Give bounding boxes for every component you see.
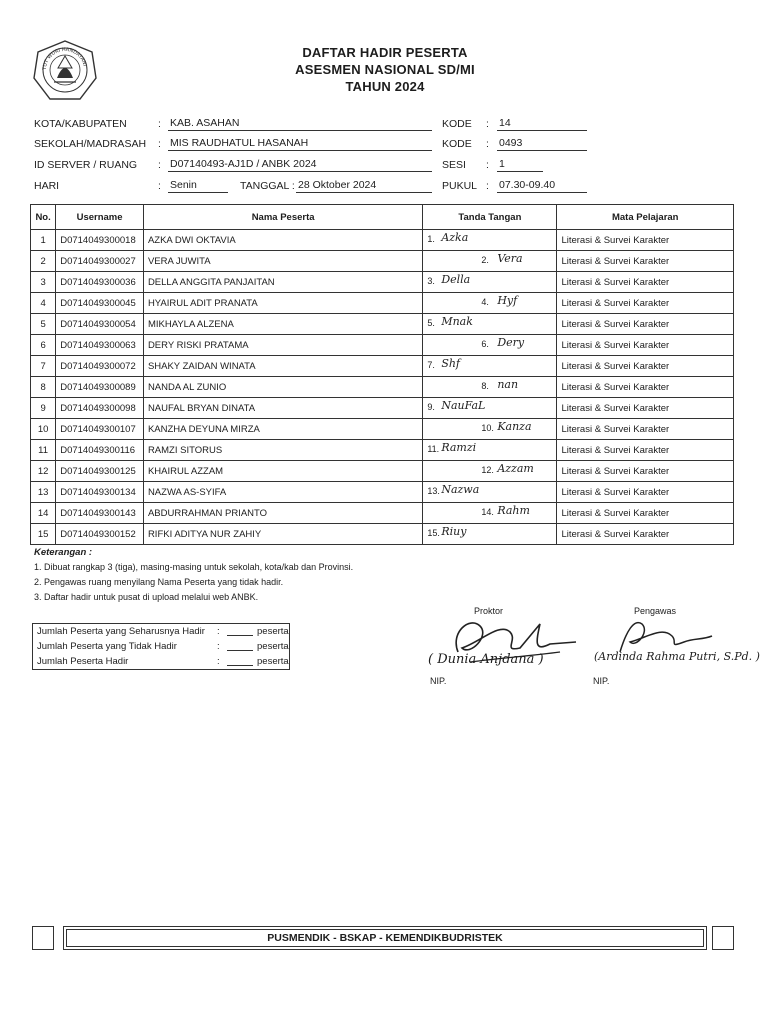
- colon: :: [158, 159, 161, 171]
- signature-number: 12.: [481, 465, 494, 475]
- signature-number: 11.: [427, 444, 440, 454]
- row-username: D0714049300143: [56, 503, 144, 524]
- signature-scribble: Hyf: [497, 294, 518, 307]
- row-username: D0714049300063: [56, 335, 144, 356]
- colon: :: [486, 180, 489, 192]
- title-line-1: DAFTAR HADIR PESERTA: [302, 45, 468, 60]
- table-row: [31, 377, 734, 398]
- pengawas-nip-label: NIP.: [593, 676, 610, 686]
- pengawas-name: (Ardinda Rahma Putri, S.Pd. ): [594, 650, 760, 663]
- row-number: 9: [31, 398, 56, 419]
- info-row-server: [34, 157, 594, 173]
- kode2-label: KODE: [442, 138, 472, 150]
- title-line-2: ASESMEN NASIONAL SD/MI: [295, 62, 475, 77]
- row-tanda-tangan: [423, 524, 557, 545]
- row-nama-peserta: RIFKI ADITYA NUR ZAHIY: [143, 524, 422, 545]
- row-username: D0714049300036: [56, 272, 144, 293]
- row-mata-pelajaran: Literasi & Survei Karakter: [557, 482, 734, 503]
- summary-unit: peserta: [257, 656, 289, 667]
- row-username: D0714049300054: [56, 314, 144, 335]
- row-number: 13: [31, 482, 56, 503]
- pengawas-label: Pengawas: [634, 606, 677, 616]
- info-row-hari: [34, 178, 594, 194]
- kode1-label: KODE: [442, 118, 472, 130]
- row-username: D0714049300107: [56, 419, 144, 440]
- hari-label: HARI: [34, 180, 60, 192]
- row-nama-peserta: DERY RISKI PRATAMA: [143, 335, 422, 356]
- tanggal-value: 28 Oktober 2024: [296, 178, 432, 193]
- row-mata-pelajaran: Literasi & Survei Karakter: [557, 377, 734, 398]
- title-line-3: TAHUN 2024: [345, 79, 425, 94]
- summary-unit: peserta: [257, 626, 289, 637]
- signature-scribble: Dery: [497, 336, 525, 349]
- row-nama-peserta: MIKHAYLA ALZENA: [143, 314, 422, 335]
- summary-label: Jumlah Peserta Hadir: [37, 656, 129, 667]
- row-mata-pelajaran: Literasi & Survei Karakter: [557, 440, 734, 461]
- signature-scribble: Nazwa: [441, 483, 480, 496]
- table-row: [31, 314, 734, 335]
- row-username: D0714049300072: [56, 356, 144, 377]
- row-number: 6: [31, 335, 56, 356]
- summary-row: [33, 654, 289, 669]
- sesi-label: SESI: [442, 159, 466, 171]
- summary-row: [33, 639, 289, 654]
- note-item: 2. Pengawas ruang menyilang Nama Peserta yang tidak hadir.: [34, 577, 284, 587]
- note-item: 3. Daftar hadir untuk pusat di upload melalui web ANBK.: [34, 592, 259, 602]
- signature-scribble: nan: [497, 378, 519, 391]
- proktor-name: ( Dunia Anjdana ): [428, 652, 544, 667]
- signature-scribble: Azka: [441, 231, 469, 244]
- signature-number: 1.: [427, 234, 435, 244]
- row-nama-peserta: NANDA AL ZUNIO: [143, 377, 422, 398]
- signature-scribble: Ramzi: [441, 441, 477, 454]
- table-row: [31, 440, 734, 461]
- row-number: 11: [31, 440, 56, 461]
- table-row: [31, 335, 734, 356]
- table-row: [31, 398, 734, 419]
- table-row: [31, 251, 734, 272]
- row-nama-peserta: NAUFAL BRYAN DINATA: [143, 398, 422, 419]
- document-title: [200, 44, 570, 95]
- row-mata-pelajaran: Literasi & Survei Karakter: [557, 293, 734, 314]
- signature-scribble: Della: [441, 273, 471, 286]
- signature-number: 3.: [427, 276, 435, 286]
- header-no: No.: [31, 205, 56, 230]
- summary-blank: [227, 635, 253, 636]
- colon: :: [158, 118, 161, 130]
- row-nama-peserta: HYAIRUL ADIT PRANATA: [143, 293, 422, 314]
- signature-number: 2.: [481, 255, 489, 265]
- summary-blank: [227, 665, 253, 666]
- signature-scribble: Kanza: [497, 420, 532, 433]
- table-row: [31, 503, 734, 524]
- table-row: [31, 419, 734, 440]
- header-mata-pelajaran: Mata Pelajaran: [557, 205, 734, 230]
- row-username: D0714049300018: [56, 230, 144, 251]
- attendance-table: [30, 204, 734, 545]
- note-item: 1. Dibuat rangkap 3 (tiga), masing-masing untuk sekolah, kota/kab dan Provinsi.: [34, 562, 354, 572]
- signature-scribble: Mnak: [441, 315, 473, 328]
- row-nama-peserta: DELLA ANGGITA PANJAITAN: [143, 272, 422, 293]
- table-body: [31, 230, 734, 545]
- row-nama-peserta: VERA JUWITA: [143, 251, 422, 272]
- row-username: D0714049300152: [56, 524, 144, 545]
- row-tanda-tangan: [423, 356, 557, 377]
- tut-wuri-handayani-logo: [30, 38, 100, 104]
- table-header-row: [31, 205, 734, 230]
- row-number: 1: [31, 230, 56, 251]
- row-number: 10: [31, 419, 56, 440]
- table-row: [31, 461, 734, 482]
- summary-row: [33, 624, 289, 639]
- row-mata-pelajaran: Literasi & Survei Karakter: [557, 461, 734, 482]
- sesi-value: 1: [497, 157, 543, 172]
- table-row: [31, 272, 734, 293]
- row-nama-peserta: KHAIRUL AZZAM: [143, 461, 422, 482]
- colon: :: [486, 138, 489, 150]
- logo-ring-text: TUT WURI HANDAYANI: [41, 46, 88, 71]
- header-tanda-tangan: Tanda Tangan: [423, 205, 557, 230]
- footer-left-box: [32, 926, 54, 950]
- colon: :: [158, 138, 161, 150]
- notes-section: [34, 545, 353, 605]
- row-tanda-tangan: [423, 461, 557, 482]
- row-number: 4: [31, 293, 56, 314]
- kota-value: KAB. ASAHAN: [168, 116, 432, 131]
- row-mata-pelajaran: Literasi & Survei Karakter: [557, 419, 734, 440]
- colon: :: [217, 626, 220, 637]
- table-row: [31, 524, 734, 545]
- signature-number: 6.: [481, 339, 489, 349]
- summary-unit: peserta: [257, 641, 289, 652]
- row-tanda-tangan: [423, 419, 557, 440]
- kode2-value: 0493: [497, 136, 587, 151]
- sekolah-value: MIS RAUDHATUL HASANAH: [168, 136, 432, 151]
- row-tanda-tangan: [423, 272, 557, 293]
- row-tanda-tangan: [423, 230, 557, 251]
- row-username: D0714049300045: [56, 293, 144, 314]
- row-mata-pelajaran: Literasi & Survei Karakter: [557, 335, 734, 356]
- row-username: D0714049300134: [56, 482, 144, 503]
- header-nama: Nama Peserta: [143, 205, 422, 230]
- row-tanda-tangan: [423, 314, 557, 335]
- row-mata-pelajaran: Literasi & Survei Karakter: [557, 503, 734, 524]
- row-tanda-tangan: [423, 482, 557, 503]
- signature-number: 9.: [427, 402, 435, 412]
- signature-scribble: NauFaL: [441, 399, 486, 412]
- row-number: 14: [31, 503, 56, 524]
- row-tanda-tangan: [423, 293, 557, 314]
- row-tanda-tangan: [423, 503, 557, 524]
- notes-title: Keterangan :: [34, 547, 93, 558]
- server-label: ID SERVER / RUANG: [34, 159, 138, 171]
- signature-scribble: Azzam: [497, 462, 534, 475]
- signature-number: 14.: [481, 507, 494, 517]
- summary-label: Jumlah Peserta yang Seharusnya Hadir: [37, 626, 205, 637]
- footer-text: PUSMENDIK - BSKAP - KEMENDIKBUDRISTEK: [66, 929, 704, 947]
- colon: :: [486, 118, 489, 130]
- table-row: [31, 482, 734, 503]
- colon: :: [217, 656, 220, 667]
- signature-scribble: Vera: [497, 252, 523, 265]
- hari-value: Senin: [168, 178, 228, 193]
- signature-number: 15.: [427, 528, 440, 538]
- server-value: D07140493-AJ1D / ANBK 2024: [168, 157, 432, 172]
- row-username: D0714049300116: [56, 440, 144, 461]
- signature-number: 5.: [427, 318, 435, 328]
- signature-number: 13.: [427, 486, 440, 496]
- proktor-nip-label: NIP.: [430, 676, 447, 686]
- row-tanda-tangan: [423, 398, 557, 419]
- colon: :: [486, 159, 489, 171]
- row-tanda-tangan: [423, 251, 557, 272]
- row-mata-pelajaran: Literasi & Survei Karakter: [557, 272, 734, 293]
- table-row: [31, 356, 734, 377]
- row-number: 15: [31, 524, 56, 545]
- row-mata-pelajaran: Literasi & Survei Karakter: [557, 398, 734, 419]
- row-number: 2: [31, 251, 56, 272]
- row-number: 8: [31, 377, 56, 398]
- pukul-value: 07.30-09.40: [497, 178, 587, 193]
- info-row-sekolah: [34, 136, 594, 152]
- row-number: 12: [31, 461, 56, 482]
- signature-number: 4.: [481, 297, 489, 307]
- row-tanda-tangan: [423, 335, 557, 356]
- signature-scribble: Riuy: [441, 525, 467, 538]
- row-nama-peserta: ABDURRAHMAN PRIANTO: [143, 503, 422, 524]
- row-nama-peserta: AZKA DWI OKTAVIA: [143, 230, 422, 251]
- signature-scribble: Shf: [441, 357, 461, 370]
- signature-number: 7.: [427, 360, 435, 370]
- row-nama-peserta: NAZWA AS-SYIFA: [143, 482, 422, 503]
- row-mata-pelajaran: Literasi & Survei Karakter: [557, 524, 734, 545]
- header-username: Username: [56, 205, 144, 230]
- kota-label: KOTA/KABUPATEN: [34, 118, 127, 130]
- info-row-kota: [34, 116, 594, 132]
- row-nama-peserta: SHAKY ZAIDAN WINATA: [143, 356, 422, 377]
- table-row: [31, 230, 734, 251]
- footer-banner: [63, 926, 707, 950]
- signature-number: 8.: [481, 381, 489, 391]
- summary-label: Jumlah Peserta yang Tidak Hadir: [37, 641, 177, 652]
- row-username: D0714049300027: [56, 251, 144, 272]
- row-mata-pelajaran: Literasi & Survei Karakter: [557, 251, 734, 272]
- row-number: 3: [31, 272, 56, 293]
- row-username: D0714049300089: [56, 377, 144, 398]
- row-nama-peserta: RAMZI SITORUS: [143, 440, 422, 461]
- colon: :: [158, 180, 161, 192]
- tanggal-label: TANGGAL :: [240, 180, 295, 192]
- row-tanda-tangan: [423, 440, 557, 461]
- summary-blank: [227, 650, 253, 651]
- kode1-value: 14: [497, 116, 587, 131]
- row-mata-pelajaran: Literasi & Survei Karakter: [557, 356, 734, 377]
- pukul-label: PUKUL: [442, 180, 478, 192]
- row-username: D0714049300125: [56, 461, 144, 482]
- summary-box: [32, 623, 290, 670]
- row-mata-pelajaran: Literasi & Survei Karakter: [557, 230, 734, 251]
- colon: :: [217, 641, 220, 652]
- row-tanda-tangan: [423, 377, 557, 398]
- row-nama-peserta: KANZHA DEYUNA MIRZA: [143, 419, 422, 440]
- signature-number: 10.: [481, 423, 494, 433]
- row-username: D0714049300098: [56, 398, 144, 419]
- table-row: [31, 293, 734, 314]
- proktor-label: Proktor: [474, 606, 504, 616]
- row-mata-pelajaran: Literasi & Survei Karakter: [557, 314, 734, 335]
- signature-scribble: Rahm: [497, 504, 530, 517]
- row-number: 7: [31, 356, 56, 377]
- footer-right-box: [712, 926, 734, 950]
- sekolah-label: SEKOLAH/MADRASAH: [34, 138, 147, 150]
- row-number: 5: [31, 314, 56, 335]
